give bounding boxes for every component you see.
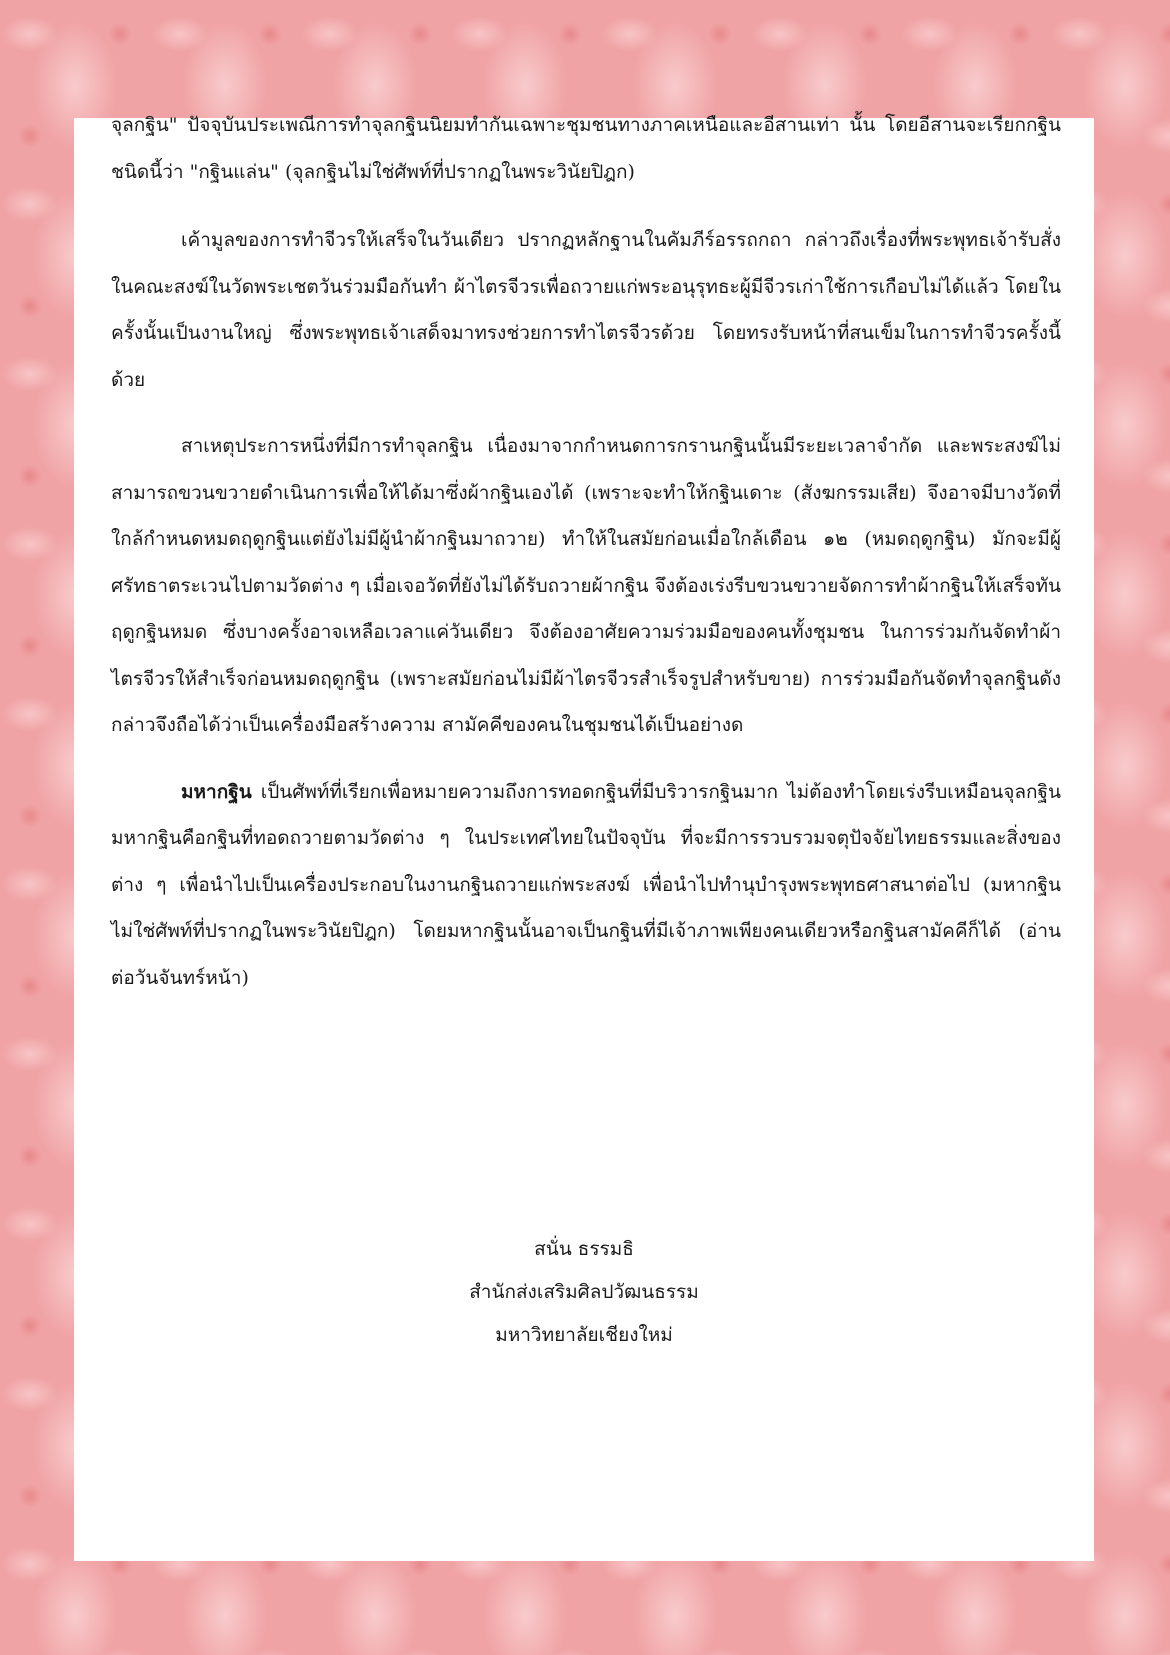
paragraph-1: จุลกฐิน" ปัจจุบันประเพณีการทำจุลกฐินนิยมทำกันเฉพาะชุมชนทางภาคเหนือและอีสานเท่า นั้น โดยอีสานจะเรียกกฐินชนิดนี้ว่า "กฐินแล่น" (จุลกฐินไม่ใช่ศัพท์ที่ปรากฏในพระวินัยปิฎก) — [111, 114, 1061, 183]
paragraph-2: เค้ามูลของการทำจีวรให้เสร็จในวันเดียว ปรากฏหลักฐานในคัมภีร์อรรถกถา กล่าวถึงเรื่องที่พระพุทธเจ้ารับสั่งในคณะสงฆ์ในวัดพระเชตวันร่วมมือกันทำ ผ้าไตรจีวรเพื่อถวายแก่พระอนุรุทธะผู้มีจีวรเก่าใช้การเกือบไม่ได้แล้ว โดยในครั้งนั้นเป็นงานใหญ่ ซึ่งพระพุทธเจ้าเสด็จมาทรงช่วยการทำไตรจีวรด้วย โดยทรงรับหน้าที่สนเข็มในการทำจีวรครั้งนี้ด้วย — [111, 229, 1061, 391]
paragraph-4 — [111, 769, 1061, 1002]
term-maha-kathin: มหากฐิน — [181, 780, 252, 803]
author-name: สนั่น ธรรมธิ — [534, 1238, 634, 1260]
paragraph-4-text: เป็นศัพท์ที่เรียกเพื่อหมายความถึงการทอดกฐินที่มีบริวารกฐินมาก ไม่ต้องทำโดยเร่งรีบเหมือนจุลกฐิน มหากฐินคือกฐินที่ทอดถวายตามวัดต่าง ๆ ในประเทศไทยในปัจจุบัน ที่จะมีการรวบรวมจตุปัจจัยไทยธรรมและสิ่งของต่าง ๆ เพื่อนำไปเป็นเครื่องประกอบในงานกฐินถวายแก่พระสงฆ์ เพื่อนำไปทำนุบำรุงพระพุทธศาสนาต่อไป (มหากฐินไม่ใช่ศัพท์ที่ปรากฏในพระวินัยปิฎก) โดยมหากฐินนั้นอาจเป็นกฐินที่มีเจ้าภาพเพียงคนเดียวหรือกฐินสามัคคีก็ได้ (อ่านต่อวันจันทร์หน้า) — [111, 780, 1061, 989]
author-university: มหาวิทยาลัยเชียงใหม่ — [495, 1324, 673, 1346]
signature-block — [74, 1228, 1094, 1357]
author-office: สำนักส่งเสริมศิลปวัฒนธรรม — [469, 1281, 699, 1303]
paragraph-3: สาเหตุประการหนึ่งที่มีการทำจุลกฐิน เนื่องมาจากกำหนดการกรานกฐินนั้นมีระยะเวลาจำกัด และพระสงฆ์ไม่สามารถขวนขวายดำเนินการเพื่อให้ได้มาซึ่งผ้ากฐินเองได้ (เพราะจะทำให้กฐินเดาะ (สังฆกรรมเสีย) จึงอาจมีบางวัดที่ใกล้กำหนดหมดฤดูกฐินแต่ยังไม่มีผู้นำผ้ากฐินมาถวาย) ทำให้ในสมัยก่อนเมื่อใกล้เดือน ๑๒ (หมดฤดูกฐิน) มักจะมีผู้ศรัทธาตระเวนไปตามวัดต่าง ๆ เมื่อเจอวัดที่ยังไม่ได้รับถวายผ้ากฐิน จึงต้องเร่งรีบขวนขวายจัดการทำผ้ากฐินให้เสร็จทันฤดูกฐินหมด ซึ่งบางครั้งอาจเหลือเวลาแค่วันเดียว จึงต้องอาศัยความร่วมมือของคนทั้งชุมชน ในการร่วมกันจัดทำผ้าไตรจีวรให้สำเร็จก่อนหมดฤดูกฐิน (เพราะสมัยก่อนไม่มีผ้าไตรจีวรสำเร็จรูปสำหรับขาย) การร่วมมือกันจัดทำจุลกฐินดังกล่าวจึงถือได้ว่าเป็นเครื่องมือสร้างความ สามัคคีของคนในชุมชนได้เป็นอย่างด — [111, 435, 1061, 736]
article-body — [111, 102, 1061, 1021]
